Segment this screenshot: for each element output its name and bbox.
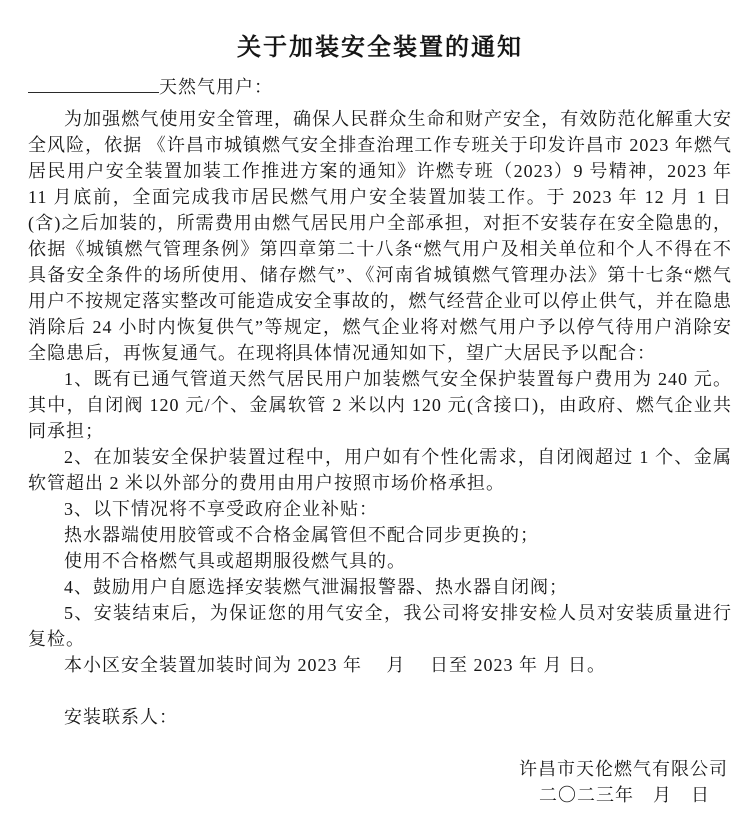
item-1-fee: 1、既有已通气管道天然气居民用户加装燃气安全保护装置每户费用为 240 元。其中，自闭阀 120 元/个、金属软管 2 米以内 120 元(含接口)，由政府、燃气企业共同承担； xyxy=(28,369,732,441)
intro-paragraph-text-after-caret: 具体情况通知如下，望广大居民予以配合： xyxy=(295,343,656,363)
signature-company: 许昌市天伦燃气有限公司 xyxy=(519,759,728,779)
salutation-line xyxy=(28,74,732,100)
item-5-recheck: 5、安装结束后，为保证您的用气安全，我公司将安排安检人员对安装质量进行复检。 xyxy=(28,603,732,649)
contact-person-line: 安装联系人： xyxy=(64,707,178,727)
page-title: 关于加装安全装置的通知 xyxy=(237,34,523,61)
item-2-personalized-needs: 2、在加装安全保护装置过程中，用户如有个性化需求，自闭阀超过 1 个、金属软管超出 2 米以外部分的费用由用户按照市场价格承担。 xyxy=(28,447,732,493)
blank-line-spacer xyxy=(28,730,732,756)
recipient-blank-underline xyxy=(28,74,159,93)
signature-date: 二〇二三年 月 日 xyxy=(539,785,710,805)
item-3-sub-water-heater-hose: 热水器端使用胶管或不合格金属管但不配合同步更换的； xyxy=(64,525,539,545)
intro-paragraph-text-before-caret: 为加强燃气使用安全管理，确保人民群众生命和财产安全，有效防范化解重大安全风险，依据 《许昌市城镇燃气安全排查治理工作专班关于印发许昌市 2023 年燃气居民用户安全装置加装工作推进方案的通知》许燃专班（2023）9 号精神，2023 年 11 月底前，全面完成我市居民燃气用户安全装置加装工作。于 2023 年 12 月 1 日(含)之后加装的，所需费用由燃气居民用户全部承担，对拒不安装存在安全隐患的，依据《城镇燃气管理条例》第四章第二十八条“燃气用户及相关单位和个人不得在不具备安全条件的场所使用、储存燃气”、《河南省城镇燃气管理办法》第十七条“燃气用户不按规定落实整改可能造成安全事故的，燃气经营企业可以停止供气，并在隐患消除后 24 小时内恢复供气”等规定，燃气企业将对燃气用户予以停气待用户消除安全隐患后，再恢复通气。在现将 xyxy=(28,109,732,363)
installation-period-line: 本小区安全装置加装时间为 2023 年 月 日至 2023 年 月 日。 xyxy=(64,655,606,675)
blank-line-spacer xyxy=(28,678,732,704)
item-4-encourage-alarm: 4、鼓励用户自愿选择安装燃气泄漏报警器、热水器自闭阀； xyxy=(64,577,568,597)
salutation-label: 天然气用户： xyxy=(159,77,273,97)
item-3-no-subsidy-heading: 3、以下情况将不享受政府企业补贴： xyxy=(64,499,378,519)
item-3-sub-unqualified-appliance: 使用不合格燃气具或超期服役燃气具的。 xyxy=(64,551,406,571)
intro-paragraph xyxy=(28,106,732,366)
